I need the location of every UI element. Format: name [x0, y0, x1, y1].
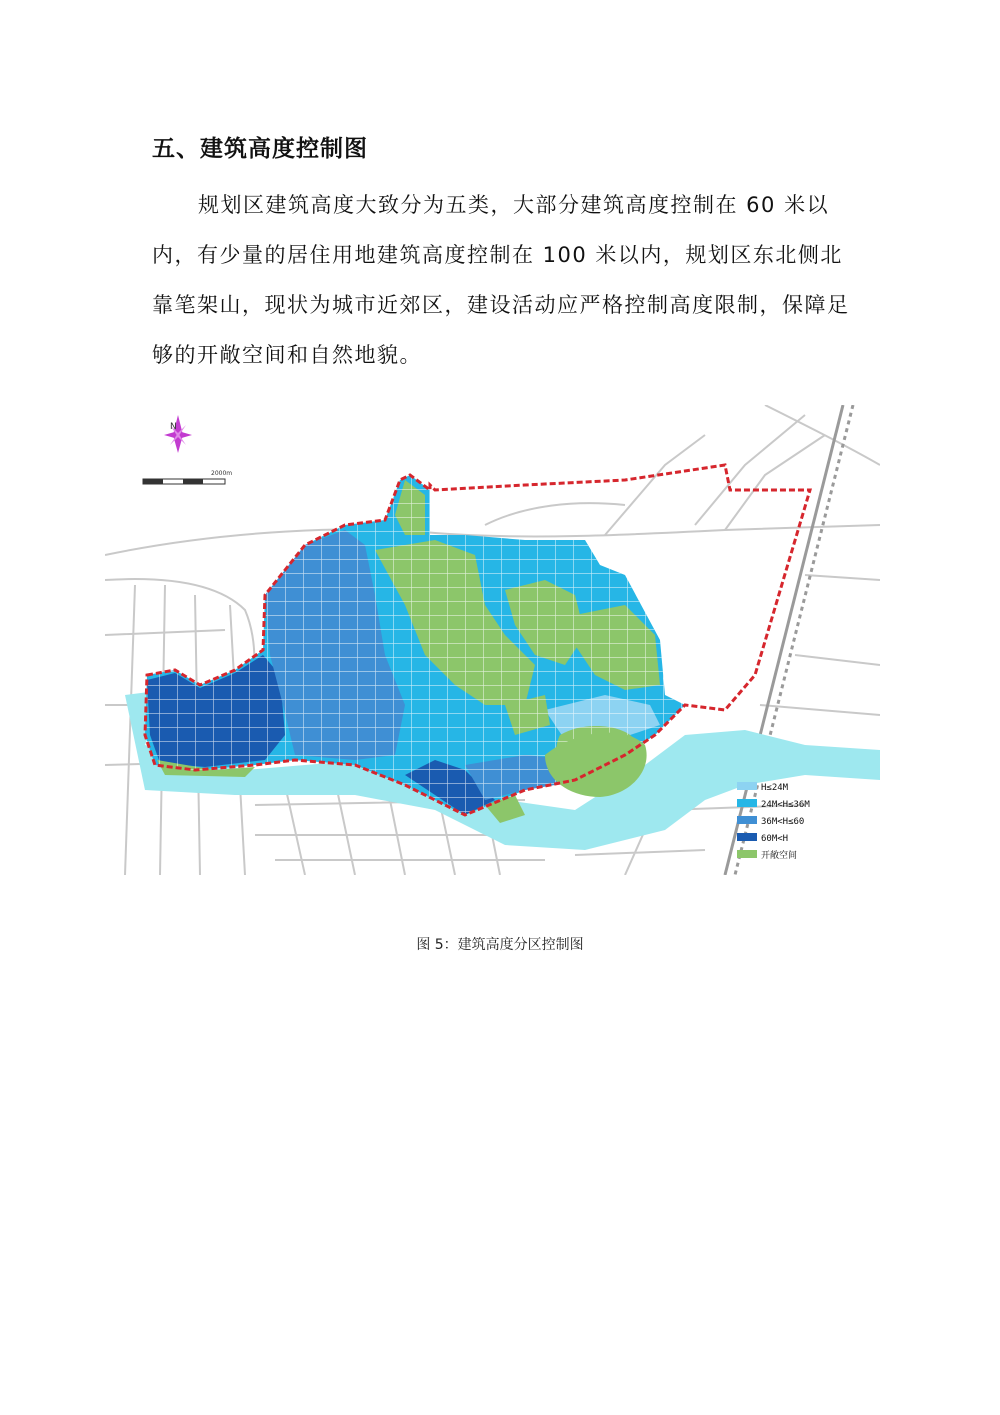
north-arrow-icon [164, 415, 192, 453]
legend-label: H≤24M [761, 783, 789, 793]
scale-bar [143, 470, 232, 484]
map-legend [737, 782, 810, 861]
legend-label: 24M<H≤36M [761, 800, 810, 810]
legend-item [737, 849, 797, 861]
body-paragraph [152, 180, 852, 380]
legend-label: 36M<H≤60 [761, 817, 805, 827]
north-label: N [170, 422, 177, 432]
legend-label: 60M<H [761, 834, 789, 844]
scale-label-end: 2000m [211, 470, 233, 477]
legend-label: 开敞空间 [761, 851, 798, 861]
paragraph-text: 规划区建筑高度大致分为五类，大部分建筑高度控制在 60 米以内，有少量的居住用地建筑高度控制在 100 米以内，规划区东北侧北靠笔架山，现状为城市近郊区，建设活动应严格控制高度限制，保障足够的开敞空间和自然地貌。 [152, 193, 850, 367]
legend-item [737, 799, 810, 810]
height-control-map [105, 405, 880, 875]
figure-caption: 图 5：建筑高度分区控制图 [416, 937, 584, 953]
map-svg [105, 405, 880, 875]
section-heading: 五、建筑高度控制图 [152, 136, 368, 162]
